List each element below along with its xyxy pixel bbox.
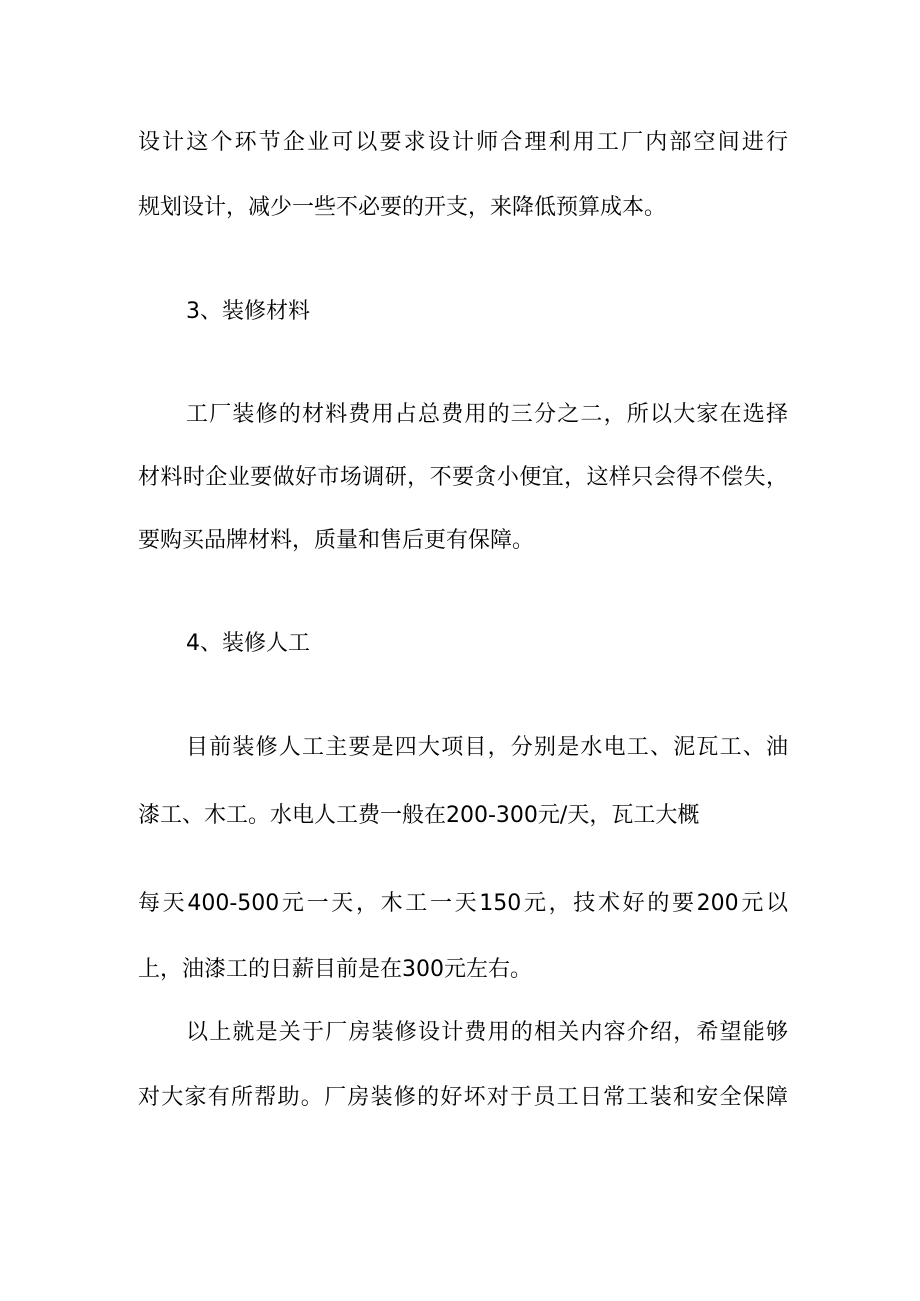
paragraph-materials-line-2: 材料时企业要做好市场调研，不要贪小便宜，这样只会得不偿失， [138,465,788,490]
paragraph-labor-line-2: 漆工、木工。水电人工费一般在200-300元/天，瓦工大概 [138,803,700,828]
paragraph-labor-line-1: 目前装修人工主要是四大项目，分别是水电工、泥瓦工、油 [186,735,788,760]
heading-materials: 3、装修材料 [186,299,310,324]
paragraph-labor-line-4: 上，油漆工的日薪目前是在300元左右。 [138,957,532,982]
paragraph-labor-line-3: 每天400-500元一天，木工一天150元，技术好的要200元以 [138,891,788,916]
paragraph-conclusion-line-1: 以上就是关于厂房装修设计费用的相关内容介绍，希望能够 [186,1020,788,1045]
paragraph-conclusion-line-2: 对大家有所帮助。厂房装修的好坏对于员工日常工装和安全保障 [138,1085,788,1110]
heading-labor: 4、装修人工 [186,631,310,656]
paragraph-design-line-1: 设计这个环节企业可以要求设计师合理利用工厂内部空间进行 [138,130,788,155]
paragraph-materials-line-3: 要购买品牌材料，质量和售后更有保障。 [138,528,535,553]
paragraph-design-line-2: 规划设计，减少一些不必要的开支，来降低预算成本。 [138,195,667,220]
paragraph-materials-line-1: 工厂装修的材料费用占总费用的三分之二，所以大家在选择 [186,402,788,427]
